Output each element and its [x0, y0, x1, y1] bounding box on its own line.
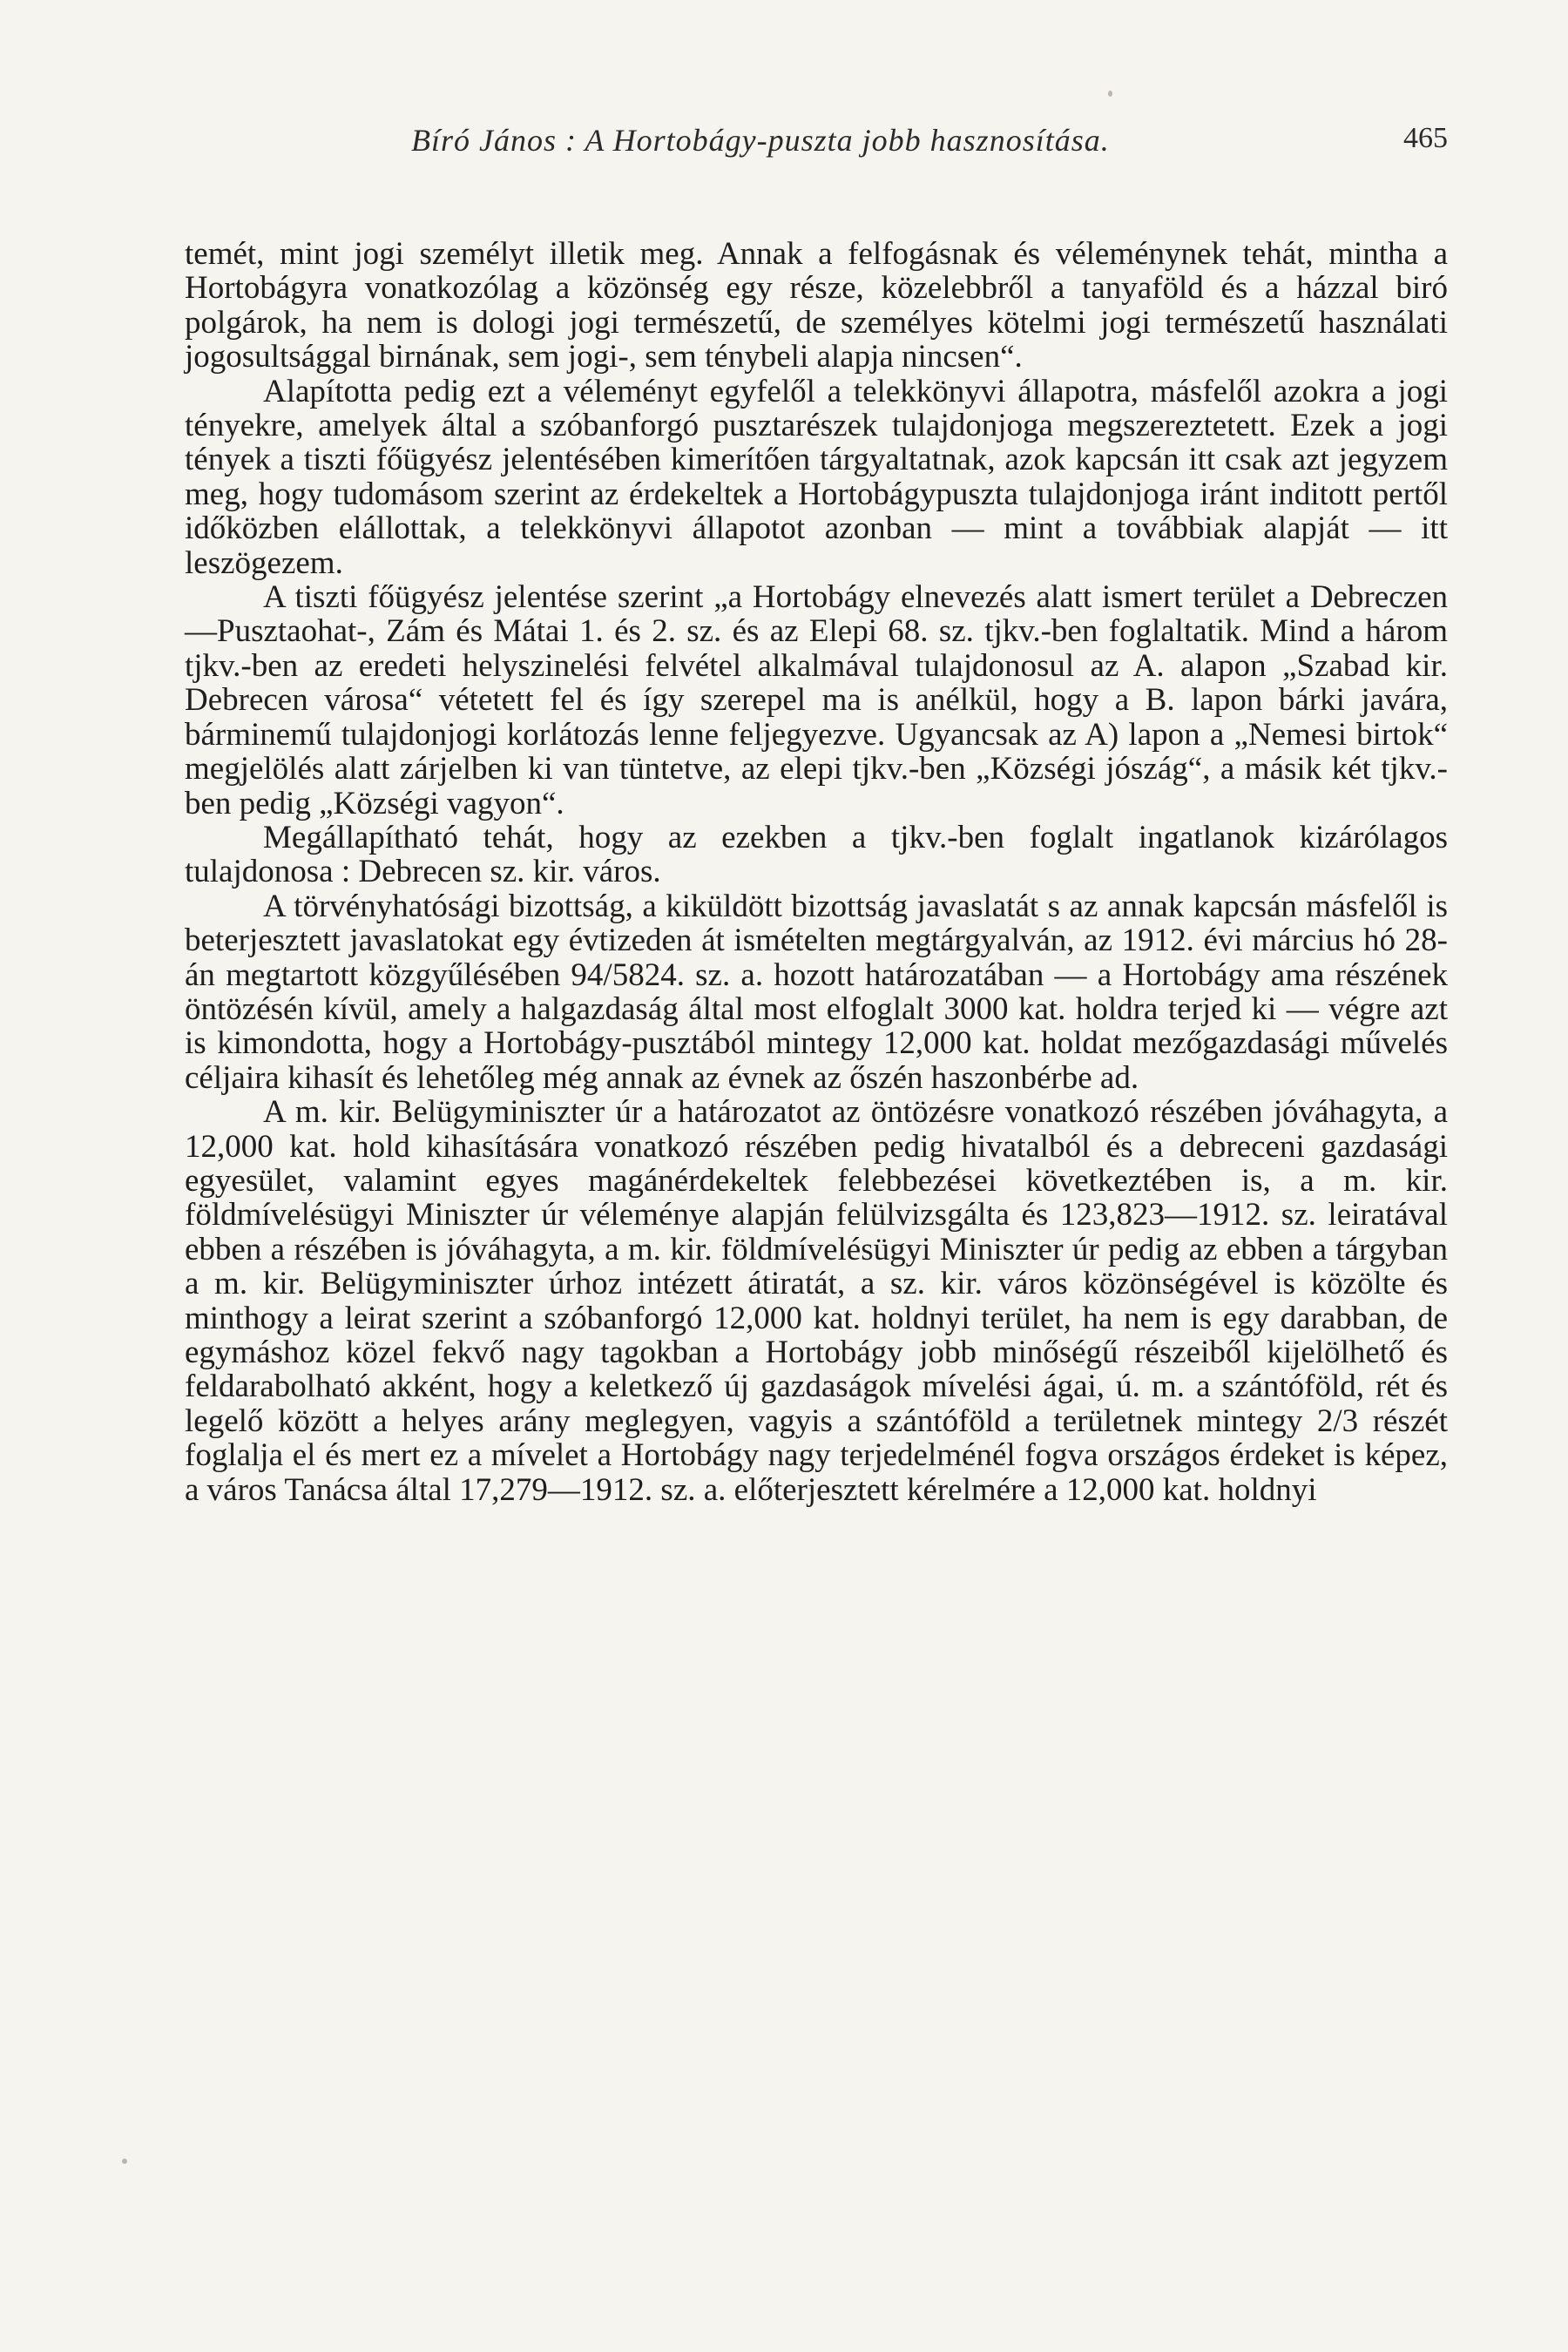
- body-text: [185, 237, 1448, 1507]
- paragraph-1: temét, mint jogi személyt illetik meg. Annak a felfogásnak és véleménynek tehát, mintha a Hortobágyra vonatkozólag a közönség egy része, közelebbről a tanyaföld és a házzal biró polgárok, ha nem is dologi jogi természetű, de személyes kötelmi jogi természetű használati jogosultsággal birnának, sem jogi-, sem ténybeli alapja nincsen“.: [185, 236, 1448, 375]
- paper-speck: [122, 2159, 127, 2164]
- paragraph-2: Alapította pedig ezt a véleményt egyfelől a telekkönyvi állapotra, másfelől azokra a jogi tényekre, amelyek által a szóbanforgó pusztarészek tulajdonjoga megszereztetett. Ezek a jogi tények a tiszti főügyész jelentésében kimerítően tárgyaltatnak, azok kapcsán itt csak azt jegyzem meg, hogy tudomásom szerint az érdekeltek a Hortobágypuszta tulajdonjoga iránt inditott pertől időközben elállottak, a telekkönyvi állapotot azonban — mint a továbbiak alapját — itt leszögezem.: [185, 373, 1448, 581]
- page-number: 465: [1403, 122, 1448, 154]
- paper-speck: [1108, 91, 1112, 97]
- paragraph-6: A m. kir. Belügyminiszter úr a határozatot az öntözésre vonatkozó részében jóváhagyta, a 12,000 kat. hold kihasítására vonatkozó részében pedig hivatalból és a debreceni gazdasági egyesület, valamint egyes magánérdekeltek felebbezései következtében is, a m. kir. földmívelésügyi Miniszter úr véleménye alapján felülvizsgálta és 123,823—1912. sz. leiratával ebben a részében is jóváhagyta, a m. kir. földmívelésügyi Miniszter úr pedig az ebben a tárgyban a m. kir. Belügyminiszter úrhoz intézett átiratát, a sz. kir. város közönségével is közölte és minthogy a leirat szerint a szóbanforgó 12,000 kat. holdnyi terület, ha nem is egy darabban, de egymáshoz közel fekvő nagy tagokban a Hortobágy jobb minőségű részeiből kijelölhető és feldarabolható akként, hogy a keletkező új gazdaságok mívelési ágai, ú. m. a szántóföld, rét és legelő között a helyes arány meglegyen, vagyis a szántóföld a területnek mintegy 2/3 részét foglalja el és mert ez a mívelet a Hortobágy nagy terjedelménél fogva országos érdeket is képez, a város Tanácsa által 17,279—1912. sz. a. előterjesztett kérelmére a 12,000 kat. holdnyi: [185, 1094, 1448, 1508]
- page-header: [185, 122, 1448, 174]
- paragraph-4: Megállapítható tehát, hogy az ezekben a tjkv.-ben foglalt ingatlanok kizárólagos tulajdonosa : Debrecen sz. kir. város.: [185, 819, 1448, 890]
- running-title: Bíró János : A Hortobágy-puszta jobb hasznosítása.: [411, 123, 1110, 158]
- paragraph-5: A törvényhatósági bizottság, a kiküldött bizottság javaslatát s az annak kapcsán másfelől is beterjesztett javaslatokat egy évtizeden át ismételten megtárgyalván, az 1912. évi március hó 28-án megtartott közgyűlésében 94/5824. sz. a. hozott határozatában — a Hortobágy ama részének öntözésén kívül, amely a halgazdaság által most elfoglalt 3000 kat. holdra terjed ki — végre azt is kimondotta, hogy a Hortobágy-pusztából mintegy 12,000 kat. holdat mezőgazdasági művelés céljaira kihasít és lehetőleg még annak az évnek az őszén haszonbérbe ad.: [185, 888, 1448, 1096]
- paragraph-3: A tiszti főügyész jelentése szerint „a Hortobágy elnevezés alatt ismert terület a Debreczen—Pusztaohat-, Zám és Mátai 1. és 2. sz. és az Elepi 68. sz. tjkv.-ben foglaltatik. Mind a három tjkv.-ben az eredeti helyszinelési felvétel alkalmával tulajdonosul az A. alapon „Szabad kir. Debrecen városa“ vétetett fel és így szerepel ma is anélkül, hogy a B. lapon bárki javára, bárminemű tulajdonjogi korlátozás lenne feljegyezve. Ugyancsak az A) lapon a „Nemesi birtok“ megjelölés alatt zárjelben ki van tüntetve, az elepi tjkv.-ben „Községi jószág“, a másik két tjkv.-ben pedig „Községi vagyon“.: [185, 579, 1448, 821]
